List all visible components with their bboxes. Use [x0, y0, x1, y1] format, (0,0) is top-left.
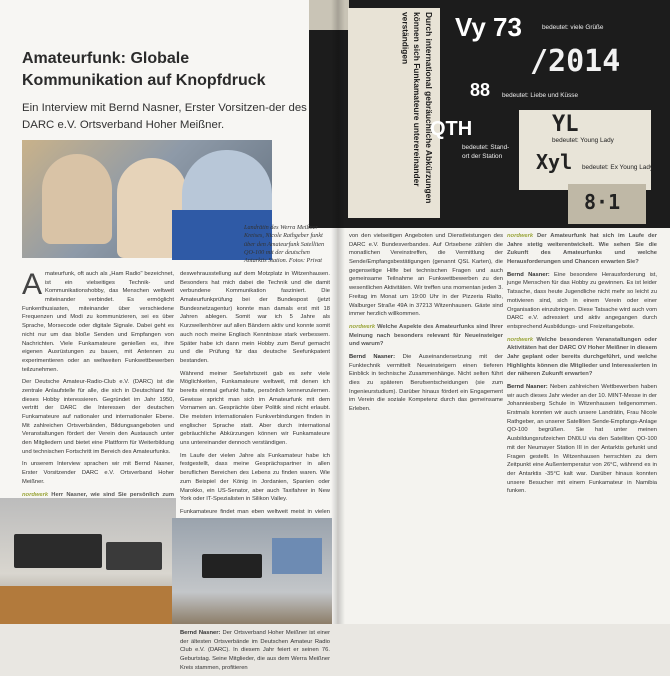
question-3: Welche Aspekte des Amateurfunks sind Ihrer Meinung nach besonders relevant für Neueinsteiger und warum?: [349, 323, 503, 348]
interview-intro: In unserem Interview sprachen wir mit Bernd Nasner, Erster Vorsitzender DARC e.V. Ortsverband Hoher Meißner.: [22, 461, 174, 485]
article-deck: Ein Interview mit Bernd Nasner, Erster Vorsitzen-der des DARC e.V. Ortsverband Hoher Meißner.: [22, 102, 307, 131]
column-right-1: [349, 232, 503, 418]
answer-4: Eine besondere Herausforderung ist, junge Menschen für das Hobby zu gewinnen. Es ist leider Tatsache, dass heute Jugendliche nicht mehr so leicht zu motivieren sind, sich in einem Verein oder einer Organisation einzubringen. Diese Tatsache wird auch vom DARC e.V. adressiert und aktiv angegangen durch entsprechend Ausbildungs- und Freizeitangebote.: [507, 271, 657, 330]
qsl-88: 88: [470, 80, 491, 100]
question-5: Welche besonderen Veranstaltungen oder Aktivitäten hat der DARC OV Hoher Meißner in diesem Jahr geplant oder bereits durchgeführt, und welche Highlights können die Mitglieder und Interessierten in der näheren Zukunft erwarten?: [507, 336, 657, 378]
answer-4-name: Bernd Nasner:: [507, 271, 550, 278]
qsl-yl-meaning: bedeutet: Young Lady: [552, 137, 614, 144]
photo-caption: Landrätin des Werra Meißner Kreises, Nicole Rathgeber funkt über den Amateurfunk Satelliten QO-100 mit der deutschen Antarktis Station. Fotos: Privat: [244, 224, 325, 265]
person-left: [42, 154, 112, 244]
question-4: Der Amateurfunk hat sich im Laufe der Jahre stetig weiterentwickelt. Wie sehen Sie die Zukunft des Amateurfunks und welche Herausforderungen und Chancen erwarten Sie?: [507, 233, 657, 266]
article-title-line2: Kommunikation auf Knopfdruck: [22, 71, 266, 89]
answer-5-name: Bernd Nasner:: [507, 384, 548, 390]
answer-1-cont-2: Während meiner Seefahrtszeit gab es sehr viele Möglichkeiten, Funkamateure weltweit, mit denen ich bereits einmal gefunkt hatte, persönlich kennenzulernen. Gewisse spricht man sich im Amateurfunk mit dem Vornamen an. Gesprächte über Politik sind nicht erlaubt. Die meisten internationalen Funkverbindungen finden in englischer Sprache statt. Aber durch international gebräuchliche Abkürzungen können wir Funkamateure uns untereinander dennoch verständigen.: [180, 370, 330, 447]
answer-1-cont: deswehrausstellung auf dem Motzplatz in Witzenhausen. Besonders hat mich dabei die Technik und die damit verbundene Kommunikation fasziniert. Die Amateurfunkprüfung bei der Bundespost (jetzt Bundesnetzagentur) konnte man damals erst mit 18 Jahren ablegen. Somit war ich 5 Jahre als Kurzwellenhörer auf allen Bändern aktiv und konnte somit auch noch meine Englisch Kenntnisse stark verbessern. Später habe ich dann mein Hobby zum Beruf gemacht und die Prüfung für das deutsche Seefunkpatent bestanden.: [180, 271, 330, 364]
radio-station-photo-2: [172, 518, 332, 624]
radio-transceiver-3: [202, 554, 262, 578]
page-gutter: [331, 0, 345, 624]
question-tag: nordwerk: [22, 491, 49, 498]
question-1: Herr Nasner, wie sind Sie persönlich zum: [51, 491, 174, 498]
article-title-line1: Amateurfunk: Globale: [22, 50, 190, 67]
radio-transceiver: [14, 534, 102, 568]
qsl-xyl-meaning: bedeutet: Ex Young Lady: [582, 164, 654, 171]
answer-2-cont: von den vielseitigen Angeboten und Dienstleistungen des DARC e.V. Bundesverbandes. Auf Ortsebene zählen die monatlichen Vereinstreffen, die Vermittlung der Sende/Empfangsbestätigungen (genannt QSL Karten), die gegenseitige Hilfe bei technischen Fragen und auch gemeinsame Teilnahme an Funkwettbewerben zu den wesentlichen Aktivitäten. Wir treffen uns momentan jeden 3. Freitag im Monat um 19:00 Uhr in der Pizzeria Rialto, Walburger Straße 49A in 37213 Witzenhausen. Gäste sind immer herzlich willkommen.: [349, 233, 503, 318]
qsl-vy73-meaning: bedeutet: viele Grüße: [542, 24, 604, 31]
answer-2-name: Bernd Nasner:: [180, 629, 221, 636]
qsl-year: /2014: [530, 44, 621, 79]
radio-transceiver-2: [106, 542, 162, 570]
qsl-xyl: Xyl: [536, 150, 573, 174]
question-tag: nordwerk: [507, 233, 534, 239]
question-tag: nordwerk: [507, 336, 534, 343]
monitor-screen: [272, 538, 322, 574]
interview-photo: [22, 140, 272, 258]
answer-3-name: Bernd Nasner:: [349, 353, 395, 360]
article-title: [22, 48, 312, 91]
qsl-qth: QTH: [430, 118, 473, 140]
qsl-81: 8·1: [584, 190, 621, 214]
answer-1-cont-3: Im Laufe der vielen Jahre als Funkamateur habe ich festgestellt, dass meine Gesprächspartner in allen beruflichen Bereichen des Lebens zu finden waren. Wie zum Beispiel der König in Jordanien, Spanien oder Marokko, ein US-Senator, aber auch Taxifahrer in New York oder IT-Spezialisten in Silikon Valley.: [180, 452, 330, 503]
qsl-qth-meaning: bedeutet: Stand- ort der Station: [462, 144, 510, 160]
qsl-vy73: Vy 73: [455, 12, 522, 42]
intro-paragraph: mateurfunk, oft auch als „Ham Radio" bezeichnet, ist ein vielseitiges Technik- und Kommunikationshobby, das Menschen weltweit miteinander verbindet. Es ermöglicht Funkenthusiasten, miteinander über verschiedene Frequenzen und Modi zu kommunizieren, sei es über Sprache, Morsecode oder digitale Signale. Dabei geht es nicht nur um das bloße Senden und Empfangen von Nachrichten. Viele Funkamateure genießen es, ihre eigenen Ausrüstungen zu bauen, mit Antennen zu experimentieren oder an weltweiten Funkwettbewerben teilzunehmen.: [22, 271, 174, 373]
desk: [0, 586, 176, 624]
qsl-88-meaning: bedeutet: Liebe und Küsse: [502, 92, 579, 99]
darc-paragraph: Der Deutsche Amateur-Radio-Club e.V. (DARC) ist die zentrale Anlaufstelle für alle, die sich in Deutschland für dieses Hobby interessieren. Gegründet im Jahr 1950, vertritt der DARC die Interessen der deutschen Funkamateure auf nationaler und internationaler Ebene. Mit zahlreichen Ortsverbänden, Bildungsangeboten und Veranstaltungen fördert der Verein den Austausch unter den Mitgliedern und bietet eine Plattform für Weiterbildung und technischen Fortschritt im Bereich des Amateurfunks.: [22, 379, 174, 455]
answer-3: Die Auseinandersetzung mit der Funktechnik vermittelt Neueinsteigern einen tieferen Einblick in technische Zusammenhänge. Nicht selten führt dies zu späteren Berufsentscheidungen (sie zum Ingenieurstudium). Darüber hinaus fördert ein Engagement im Verein die soziale Kompetenz durch das gemeinsame Erleben.: [349, 353, 503, 413]
answer-5: Neben zahlreichen Wettbewerben haben wir auch dieses Jahr wieder an der 10. MINT-Messe in der Johanniesberg Schule in Witzenhausen teilgenommen. Erstmals konnten wir auch unsere Landrätin, Frau Nicole Rathgeber, an unserer Satelliten Sende-Empfangs-Anlage QO-100 begrüßen. Sie hat unter meinen Ausbildungsrufzeichen DN0LU via den Satelliten QO-100 mit der Neumayer Station III in der Antarktis gefunkt und Fragen gestellt. In Witzenhausen herrschten zu dem Zeitpunkt eine Außentemperatur von 26°C, während es in der Antarktis -35°C kalt war. Darüber hinaus konnten unsere Besucher mit einem Funkamateur in Namibia funken.: [507, 384, 657, 495]
qsl-yl: YL: [552, 112, 579, 137]
answer-2: Der Ortsverband Hoher Meißner ist einer der ältesten Ortsverbände im Deutschen Amateur Radio Club e.V. (DARC). In diesem Jahr feiert er seinen 76. Geburtstag. Seine Mitglieder, die aus dem Werra Meißner Kreis stammen, profitieren: [180, 629, 330, 671]
question-tag: nordwerk: [349, 323, 376, 330]
qsl-vertical-text: Durch international gebräuchliche Abkürzungen können sich Funkamateure unterereinander verständigen: [400, 12, 434, 204]
dropcap: A: [22, 268, 43, 301]
column-right-2: [507, 232, 657, 500]
radio-station-photo: [0, 498, 176, 624]
answer-1-cont-4: Funkamateure findet man eben weltweit meist in vielen: [180, 508, 330, 515]
